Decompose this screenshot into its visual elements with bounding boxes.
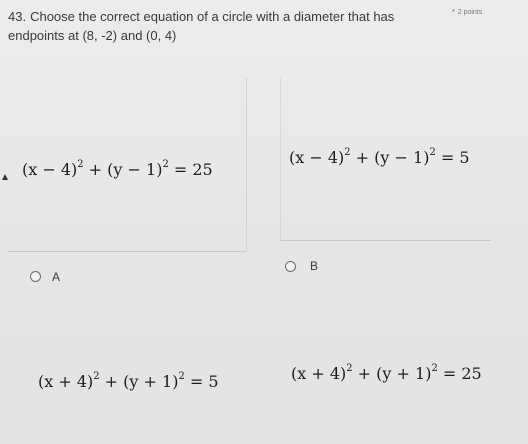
option-a-radio[interactable] [30,271,41,282]
required-mark: * [452,9,455,16]
points-indicator [452,9,482,16]
question-text-line2: endpoints at (8, -2) and (0, 4) [8,28,177,43]
option-c-equation[interactable]: $(x + 4)^2 + (y + 1)^2 = 5$ [38,371,219,391]
question-text-line1: Choose the correct equation of a circle with a diameter that has [30,9,395,24]
option-a-label: A [52,270,61,284]
option-d-equation[interactable]: $(x + 4)^2 + (y + 1)^2 = 25$ [291,363,482,383]
option-b-equation: $(x - 4)^2 + (y - 1)^2 = 5$ [289,147,470,167]
points-label: 2 points [457,9,483,16]
option-b-radio[interactable] [285,261,296,272]
mouse-cursor-icon [2,174,8,180]
option-a-equation: $(x - 4)^2 + (y - 1)^2 = 25$ [22,159,213,179]
option-b-label: B [310,259,319,273]
question-number: 43. [8,9,27,24]
question-title [8,7,438,26]
